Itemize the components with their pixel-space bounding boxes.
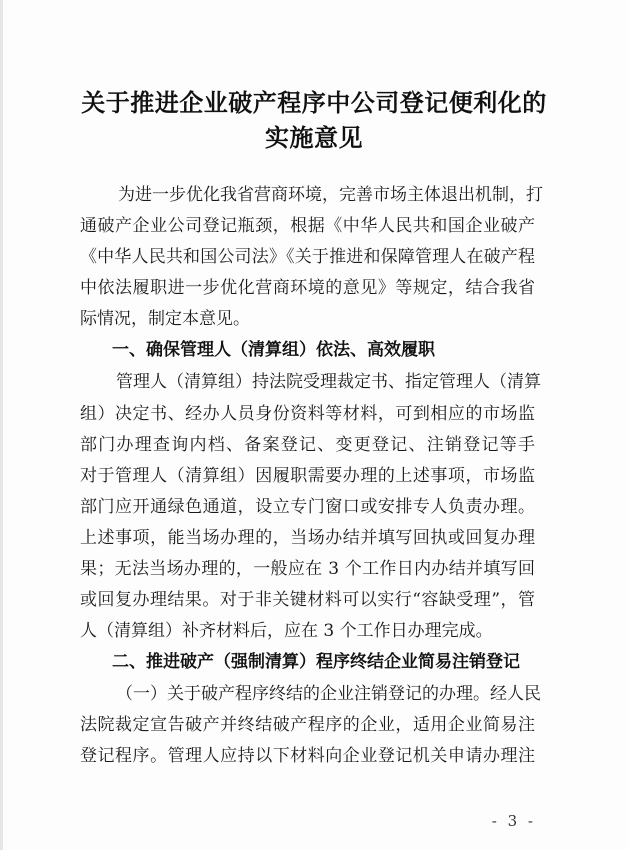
intro-line-3: 《中华人民共和国公司法》《关于推进和保障管理人在破产程 [80,247,535,267]
section-1-line-8: 或回复办理结果。对于非关键材料可以实行“容缺受理”，管 [80,590,535,610]
section-2-line-2: 法院裁定宣告破产并终结破产程序的企业，适用企业简易注 [80,715,535,735]
page-number: - 3 - [491,812,536,830]
document-title-line-1: 关于推进企业破产程序中公司登记便利化的 [81,88,547,117]
section-2-line-3: 登记程序。管理人应持以下材料向企业登记机关申请办理注 [80,746,535,766]
section-1-line-4: 对于管理人（清算组）因履职需要办理的上述事项，市场监 [80,466,535,486]
section-1-line-3: 部门办理查询内档、备案登记、变更登记、注销登记等手 [80,435,535,455]
section-2-heading: 二、推进破产（强制清算）程序终结企业简易注销登记 [112,652,520,672]
section-1-line-5: 部门应开通绿色通道，设立专门窗口或安排专人负责办理。 [80,497,535,517]
section-1-line-2: 组）决定书、经办人员身份资料等材料，可到相应的市场监 [80,404,535,424]
section-1-line-1: 管理人（清算组）持法院受理裁定书、指定管理人（清算 [116,372,541,392]
section-2-line-1: （一）关于破产程序终结的企业注销登记的办理。经人民 [116,684,541,704]
intro-line-5: 际情况，制定本意见。 [80,309,250,329]
section-1-line-6: 上述事项，能当场办理的，当场办结并填写回执或回复办理 [80,528,535,548]
intro-line-1: 为进一步优化我省营商环境，完善市场主体退出机制，打 [118,185,543,205]
section-1-heading: 一、确保管理人（清算组）依法、高效履职 [112,340,435,360]
intro-line-4: 中依法履职进一步优化营商环境的意见》等规定，结合我省 [80,278,535,298]
section-1-line-7: 果；无法当场办理的，一般应在 3 个工作日内办结并填写回 [80,559,535,579]
section-1-line-9: 人（清算组）补齐材料后，应在 3 个工作日办理完成。 [80,621,493,641]
intro-line-2: 通破产企业公司登记瓶颈，根据《中华人民共和国企业破产 [80,216,535,236]
document-title-line-2: 实施意见 [265,123,363,152]
